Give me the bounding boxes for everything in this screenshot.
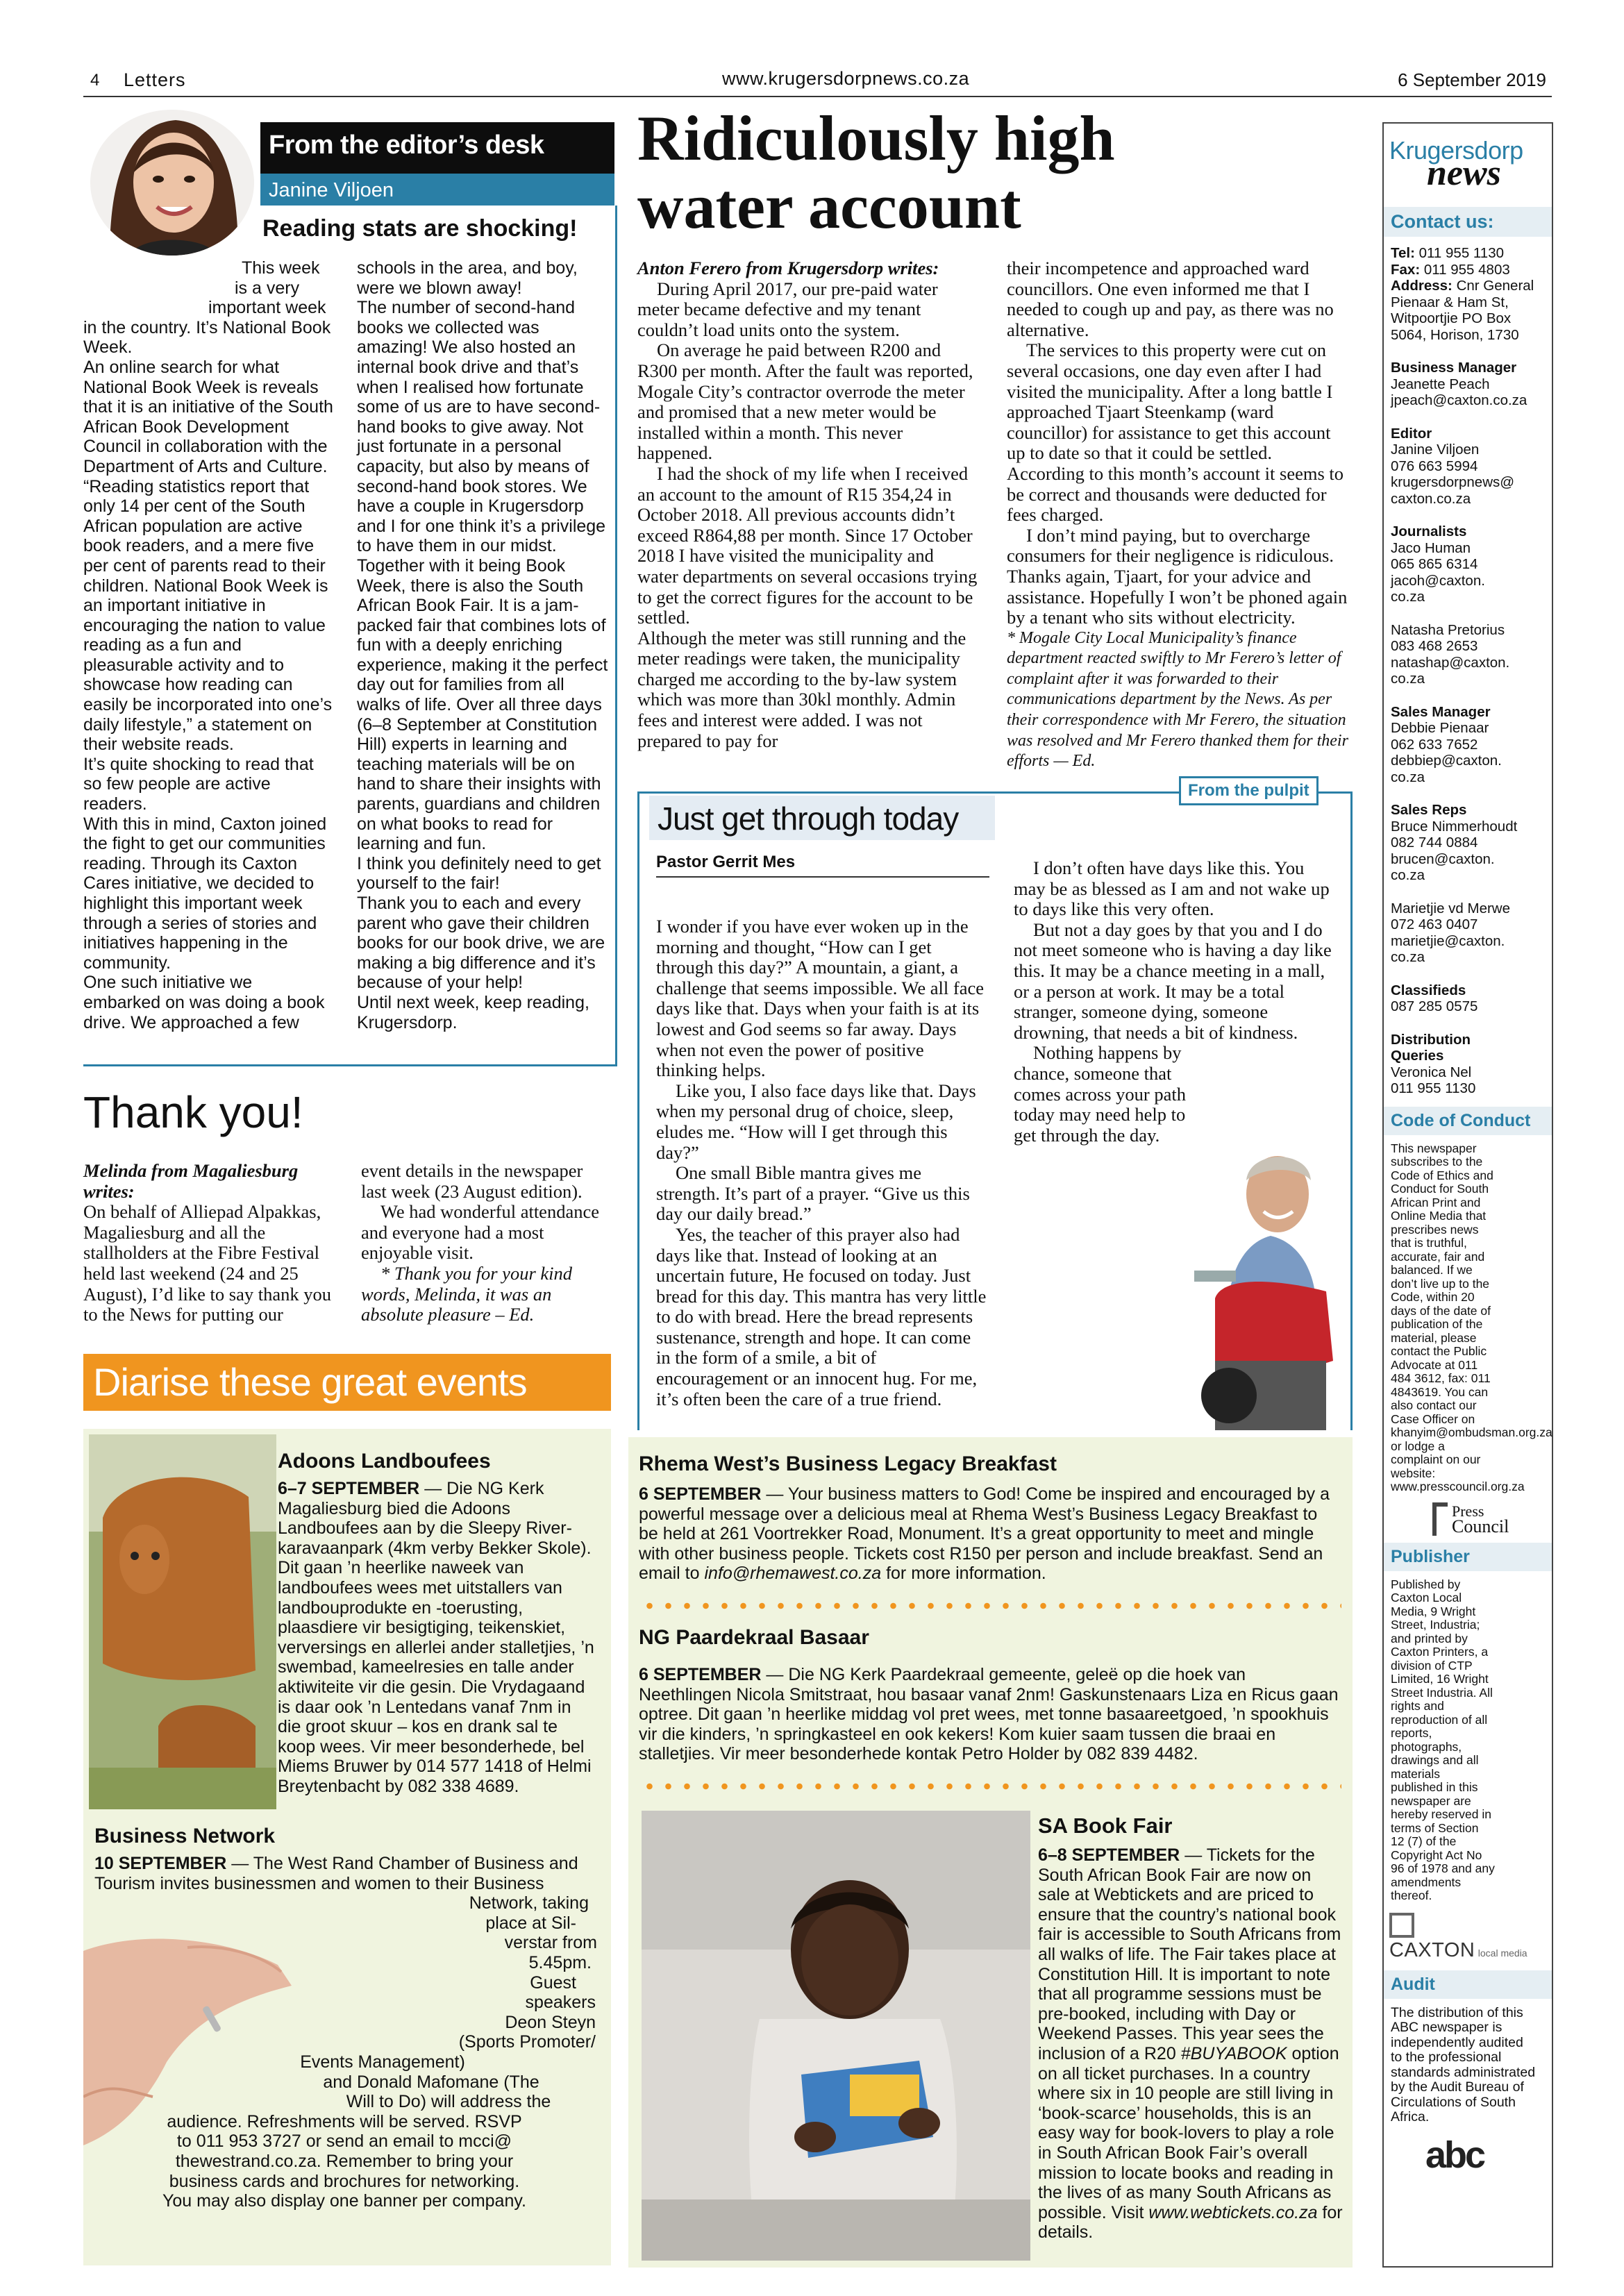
editor-desk-title: From the editor’s desk bbox=[269, 131, 544, 160]
basaar-text: 6 SEPTEMBER — Die NG Kerk Paardekraal gemeente, geleë op die hoek van Neethlingen Nicola Smitstraat, hou basaar vanaf 2nm! Gaskunstenaars Liza en Ricus gaan optree. Dit gaan ’n heerlike middag vol pret wees, met tonne basaareetgoed, ’n spookhuis vir die kinders, ’n springkasteel en ook kekers! Kom kuier saam tussen die braai en stalletjies. Vir meer besonderhede kontak Petro Holder by 082 839 4482. bbox=[639, 1665, 1339, 1764]
editor-portrait bbox=[89, 110, 256, 255]
cattle-photo bbox=[89, 1434, 276, 1809]
rhema-text: 6 SEPTEMBER — Your business matters to God! Come be inspired and encouraged by a powerful message over a delicious meal at Rhema West’s Business Legacy Breakfast to be held at 261 Voortrekker Road, Monument. It’s a great opportunity to meet and mingle with other business people. Tickets cost R150 per person and include breakfast. Send an email to info@rhemawest.co.za for more information. bbox=[639, 1484, 1330, 1584]
pulpit-column-1: I wonder if you have ever woken up in the morning and thought, “How can I get through this day?” A mountain, a giant, a challenge that seems impossible. We all face days like that. Days when your faith is at its lowest and God seems so far away. Days when not even the power of positive thinking helps. Like you, I also face days like that. Days when my personal drug of choice, sleep, eludes me. “How will I get through this day?” One small Bible mantra gives me strength. It’s part of a prayer. “Give us this day our daily bread.” Yes, the teacher of this prayer also had days like that. Instead of looking at an uncertain future, He focused on today. Just bread for this day. This mantra has very little to do with bread. Here the bread represents sustenance, strength and hope. It can come in the form of a smile, a bit of encouragement or an innocent hug. For me, it’s often been the care of a true friend. bbox=[656, 916, 987, 1409]
pulpit-author: Pastor Gerrit Mes bbox=[656, 853, 796, 871]
child-reading-photo bbox=[642, 1811, 1030, 2261]
editor-column-1: This week is a very important week in the country. It’s National Book Week. An online search for what National Book Week is reveals that it is an initiative of the South African Book Development Council in collaboration with the Department of Arts and Culture. “Reading statistics report that only 14 per cent of the South African population are active book readers, and a mere five per cent of parents read to their children. National Book Week is an important initiative in encouraging the nation to value reading as a fun and pleasurable activity and to showcase how reading can easily be incorporated into one’s daily lifestyle,” a statement on their website reads. It’s quite shocking to read that so few people are active readers. With this in mind, Caxton joined the fight to get our communities reading. Through its Caxton Cares initiative, we decided to highlight this important week through a series of stories and initiatives happening in the community. One such initiative we embarked on was doing a book drive. We approached a few bbox=[83, 258, 333, 1032]
adoons-date: 6–7 SEPTEMBER bbox=[278, 1479, 420, 1498]
caxton-mark bbox=[1389, 1913, 1414, 1938]
section-label: Letters bbox=[124, 69, 186, 90]
staff-business-manager: Business Manager Jeanette Peach jpeach@caxton.co.za bbox=[1391, 360, 1527, 408]
network-title: Business Network bbox=[94, 1825, 276, 1847]
thanks-column-1: Melinda from Magaliesburg writes: On behalf of Alliepad Alpakkas, Magaliesburg and all the stallholders at the Fibre Festival held last weekend (24 and 25 August), I’d like to say thank you to the News for putting our bbox=[83, 1161, 333, 1325]
bookfair-hashtag: #BUYABOOK bbox=[1180, 2043, 1287, 2063]
staff-sales-rep-1: Sales Reps Bruce Nimmerhoudt 082 744 0884 brucen@caxton. co.za bbox=[1391, 802, 1518, 883]
events-banner-title: Diarise these great events bbox=[93, 1360, 527, 1404]
masthead-news: news bbox=[1427, 153, 1501, 193]
network-text: 10 SEPTEMBER — The West Rand Chamber of Business and Tourism invites businessmen and women to their Business Network, taking place at Sil- verstar from 5.45pm. Guest speakers Deon Steyn (Sports Promoter/ Events Management) and Donald Mafomane (The Will to Do) will address the audience. Refreshments will be served. RSVP to 011 953 3727 or send an email to mcci@ thewestrand.co.za. Remember to bring your business cards and brochures for networking. You may also display one banner per company. bbox=[94, 1854, 597, 2211]
staff-classifieds: Classifieds 087 285 0575 bbox=[1391, 982, 1478, 1014]
publisher-text: Published by Caxton Local Media, 9 Wright Street, Industria; and printed by Caxton Printers, a division of CTP Limited, 16 Wright Street Industria. All rights and reproduction of all reports, photographs, drawings and all materials published in this newspaper are hereby reserved in terms of Section 12 (7) of the Copyright Act No 96 of 1978 and any amendments thereof. bbox=[1391, 1577, 1495, 1902]
fax-number: 011 955 4803 bbox=[1423, 261, 1510, 278]
dotted-divider-1 bbox=[640, 1602, 1341, 1609]
staff-sales-manager: Sales Manager Debbie Pienaar 062 633 7652 debbiep@caxton. co.za bbox=[1391, 703, 1502, 785]
masthead-logo bbox=[1384, 124, 1552, 207]
postal-address: Cnr General Pienaar & Ham St, Witpoortjie PO Box 5064, Horison, 1730 bbox=[1391, 278, 1534, 343]
pulpit-title: Just get through today bbox=[658, 801, 959, 837]
header-rule bbox=[83, 96, 1552, 97]
contact-details: Tel: 011 955 1130 Fax: 011 955 4803 Address: Cnr General Pienaar & Ham St, Witpoortjie PO Box 5064, Horison, 1730 Business Manager Jeanette Peach jpeach@caxton.co.za Editor Janine Viljoen 076 663 5994 krugersdorpnews@ caxton.co.za Journalists Jaco Human 065 865 6314 jacoh@caxton. co.za Natasha Pretorius 083 468 2653 natashap@caxton. co.za Sales Manager Debbie Pienaar 062 633 7652 debbiep@caxton. co.za Sales Reps Bruce Nimmerhoudt 082 744 0884 brucen@caxton. co.za Marietjie vd Merwe 072 463 0407 marietjie@caxton. co.za Classifieds 087 285 0575 Distribution Queries Veronica Nel 011 955 1130 bbox=[1384, 237, 1552, 1097]
audit-text: The distribution of this ABC newspaper is independently audited to the professional standards administrated by the Audit Bureau of Circulations of South Africa. bbox=[1391, 2004, 1536, 2125]
bookfair-link[interactable]: www.webtickets.co.za bbox=[1148, 2202, 1318, 2222]
press-council-mark bbox=[1432, 1502, 1448, 1536]
issue-date: 6 September 2019 bbox=[1398, 69, 1546, 90]
staff-journalist-2: Natasha Pretorius 083 468 2653 natashap@caxton. co.za bbox=[1391, 621, 1510, 687]
pulpit-tag: From the pulpit bbox=[1179, 776, 1319, 805]
sidebar bbox=[1382, 122, 1553, 2268]
editor-desk-banner bbox=[260, 122, 614, 174]
pulpit-title-bar bbox=[649, 796, 995, 840]
bookfair-title: SA Book Fair bbox=[1038, 1813, 1173, 1838]
pulpit-box-right-border bbox=[1350, 791, 1353, 1430]
staff-sales-rep-2: Marietjie vd Merwe 072 463 0407 marietjie@caxton. co.za bbox=[1391, 900, 1511, 965]
pulpit-column-2: I don’t often have days like this. You may be as blessed as I am and not wake up to days like this very often. But not a day goes by that you and I do not meet someone who is having a day like this. It may be a chance meeting in a mall, or a person at work. It may be a total stranger, someone dying, someone drowning, that needs a bit of kindness. Nothing happens by chance, someone that comes across your path today may need help to get through the day. bbox=[1014, 857, 1332, 1146]
contact-heading: Contact us: bbox=[1384, 207, 1552, 237]
dotted-divider-2 bbox=[640, 1783, 1341, 1790]
water-byline: Anton Ferero from Krugersdorp writes: bbox=[637, 258, 939, 278]
staff-editor: Editor Janine Viljoen 076 663 5994 krugersdorpnews@ caxton.co.za bbox=[1391, 425, 1515, 507]
rhema-date: 6 SEPTEMBER bbox=[639, 1484, 762, 1504]
water-column-2: their incompetence and approached ward councillors. One even informed me that I needed to cough up and pay, as there was no alternative. The services to this property were cut on several occasions, one day even after I had visited the municipality. After a long battle I approached Tjaart Steenkamp (ward councillor) for assistance to get this account up to date so that it could be settled. According to this month’s account it seems to be correct and thousands were deducted for fees charged. I don’t mind paying, but to overcharge consumers for their negligence is ridiculous. Thanks again, Tjaart, for your advice and assistance. Hopefully I won’t be phoned again by a tenant who sits without electricity. * Mogale City Local Municipality’s finance department reacted swiftly to Mr Ferero’s letter of complaint after it was forwarded to their communications department by the News. As per their correspondence with Mr Ferero, the situation was resolved and Mr Ferero thanked them for their efforts — Ed. bbox=[1007, 258, 1351, 772]
editor-name-bar bbox=[260, 174, 614, 206]
staff-journalist-1: Journalists Jaco Human 065 865 6314 jacoh@caxton. co.za bbox=[1391, 523, 1485, 605]
page-number: 4 bbox=[90, 71, 100, 90]
water-column-1: Anton Ferero from Krugersdorp writes: During April 2017, our pre-paid water meter became defective and my tenant couldn’t load units onto the system. On average he paid between R200 and R300 per month. After the fault was reported, Mogale City’s contractor overrode the meter and promised that a new meter would be installed within a month. This never happened. I had the shock of my life when I received an account to the amount of R15 354,24 in October 2018. All previous accounts didn’t exceed R864,88 per month. Since 17 October 2018 I have visited the municipality and water departments on several occasions trying to get the correct figures for the account to be settled. Although the meter was still running and the meter readings were taken, the municipality charged me according to the by-law system which was more than 30kl monthly. Admin fees and interest were added. I was not prepared to pay for bbox=[637, 258, 978, 751]
water-headline: Ridiculously high water account bbox=[637, 103, 1115, 242]
page-header bbox=[83, 67, 1552, 94]
events-banner bbox=[83, 1354, 611, 1411]
editor-name: Janine Viljoen bbox=[269, 179, 394, 201]
masthead-krugersdorp: Krugersdorp bbox=[1389, 136, 1523, 165]
network-date: 10 SEPTEMBER bbox=[94, 1854, 227, 1873]
adoons-text: 6–7 SEPTEMBER — Die NG Kerk Magaliesburg bied die Adoons Landboufees aan by die Sleepy River-karavaanpark (4km verby Bekker Skole). Dit gaan ’n heerlike naweek van landboufees wees met uitstallers van landbouprodukte en -toerusting, plaasdiere vir besigtiging, teikenskiet, verversings en allerlei ander stalletjies, ’n swembad, kameelresies en talle ander aktiwiteite vir die gesin. Die Vrydagaand is daar ook ’n Lentedans vanaf 7nm in die groot skuur – kos en drank sal te koop wees. Vir meer besonderhede, bel Miems Bruwer by 014 577 1418 of Helmi Breytenbacht by 082 338 4689. bbox=[278, 1479, 594, 1796]
tel-number[interactable]: 011 955 1130 bbox=[1418, 245, 1504, 261]
abc-logo: abc bbox=[1425, 2134, 1484, 2176]
code-of-conduct-heading: Code of Conduct bbox=[1384, 1107, 1552, 1135]
bookfair-date: 6–8 SEPTEMBER bbox=[1038, 1845, 1180, 1865]
bookfair-text: 6–8 SEPTEMBER — Tickets for the South African Book Fair are now on sale at Webtickets and are priced to ensure that the country’s national book fair is accessible to South Africans from all walks of life. The Fair takes place at Constitution Hill. It is important to note that all programme sessions must be pre-booked, including with Day or Weekend Passes. This year sees the inclusion of a R20 #BUYABOOK option on all ticket purchases. In a country where six in 10 people are still living in ‘book-scarce’ households, this is an easy way for book-lovers to play a role in South African Book Fair’s overall mission to locate books and reading in the lives of as many South Africans as possible. Visit www.webtickets.co.za for details. bbox=[1038, 1845, 1343, 2243]
adoons-title: Adoons Landboufees bbox=[278, 1450, 491, 1473]
pastor-photo bbox=[1187, 1069, 1350, 1430]
rhema-email[interactable]: info@rhemawest.co.za bbox=[704, 1564, 882, 1584]
code-of-conduct-text: This newspaper subscribes to the Code of Ethics and Conduct for South African Print and Online Media that prescribes news that is truthful, accurate, fair and balanced. If we don’t live up to the Code, within 20 days of the date of publication of the material, please contact the Public Advocate at 011 484 3612, fax: 011 4843619. You can also contact our Case Officer on khanyim@ombudsman.org.za or lodge a complaint on our website: www.presscouncil.org.za bbox=[1391, 1141, 1552, 1493]
caxton-logo: CAXTON local media bbox=[1389, 1913, 1546, 1962]
rhema-title: Rhema West’s Business Legacy Breakfast bbox=[639, 1452, 1057, 1475]
press-council-logo: Press Council bbox=[1432, 1502, 1552, 1536]
editor-headline: Reading stats are shocking! bbox=[262, 215, 578, 242]
basaar-date: 6 SEPTEMBER bbox=[639, 1665, 762, 1684]
publisher-heading: Publisher bbox=[1384, 1543, 1552, 1571]
thanks-title: Thank you! bbox=[83, 1087, 303, 1137]
thanks-column-2: event details in the newspaper last week (23 August edition). We had wonderful attendance and everyone had a most enjoyable visit. * Thank you for your kind words, Melinda, it was an absolute pleasure – Ed. bbox=[361, 1160, 599, 1325]
pulpit-box-left-border bbox=[637, 791, 639, 1430]
audit-heading: Audit bbox=[1384, 1970, 1552, 1999]
editor-box-border-right bbox=[615, 206, 617, 1066]
thanks-byline: Melinda from Magaliesburg writes: bbox=[83, 1160, 299, 1202]
pulpit-author-rule bbox=[656, 876, 989, 878]
editor-column-2: schools in the area, and boy, were we blown away! The number of second-hand books we collected was amazing! We also hosted an internal book drive and that’s when I realised how fortunate some of us are to have second-hand books to give away. Not just fortunate in a personal capacity, but also by means of second-hand book stores. We have a couple in Krugersdorp and I for one think it’s a privilege to have them in our midst. Together with it being Book Week, there is also the South African Book Fair. It is a jam-packed fair that combines lots of fun with a deeply enriching experience, making it the perfect day out for families from all walks of life. Over all three days (6–8 September at Constitution Hill) experts in learning and teaching materials will be on hand to share their insights with parents, guardians and children on what books to read for learning and fun. I think you definitely need to get yourself to the fair! Thank you to each and every parent who gave their children books for our book drive, we are making a big difference and it’s because of your help! Until next week, keep reading, Krugersdorp. bbox=[357, 258, 608, 1032]
water-editor-note: * Mogale City Local Municipality’s finance department reacted swiftly to Mr Ferero’s letter of complaint after it was forwarded to their communications department by the News. As per their correspondence with Mr Ferero, the situation was resolved and Mr Ferero thanked them for their efforts — Ed. bbox=[1007, 628, 1348, 771]
staff-distribution: Distribution Queries Veronica Nel 011 955 1130 bbox=[1391, 1031, 1476, 1096]
site-url[interactable]: www.krugersdorpnews.co.za bbox=[722, 68, 970, 89]
editor-box-border-bottom bbox=[83, 1064, 617, 1066]
basaar-title: NG Paardekraal Basaar bbox=[639, 1626, 869, 1649]
